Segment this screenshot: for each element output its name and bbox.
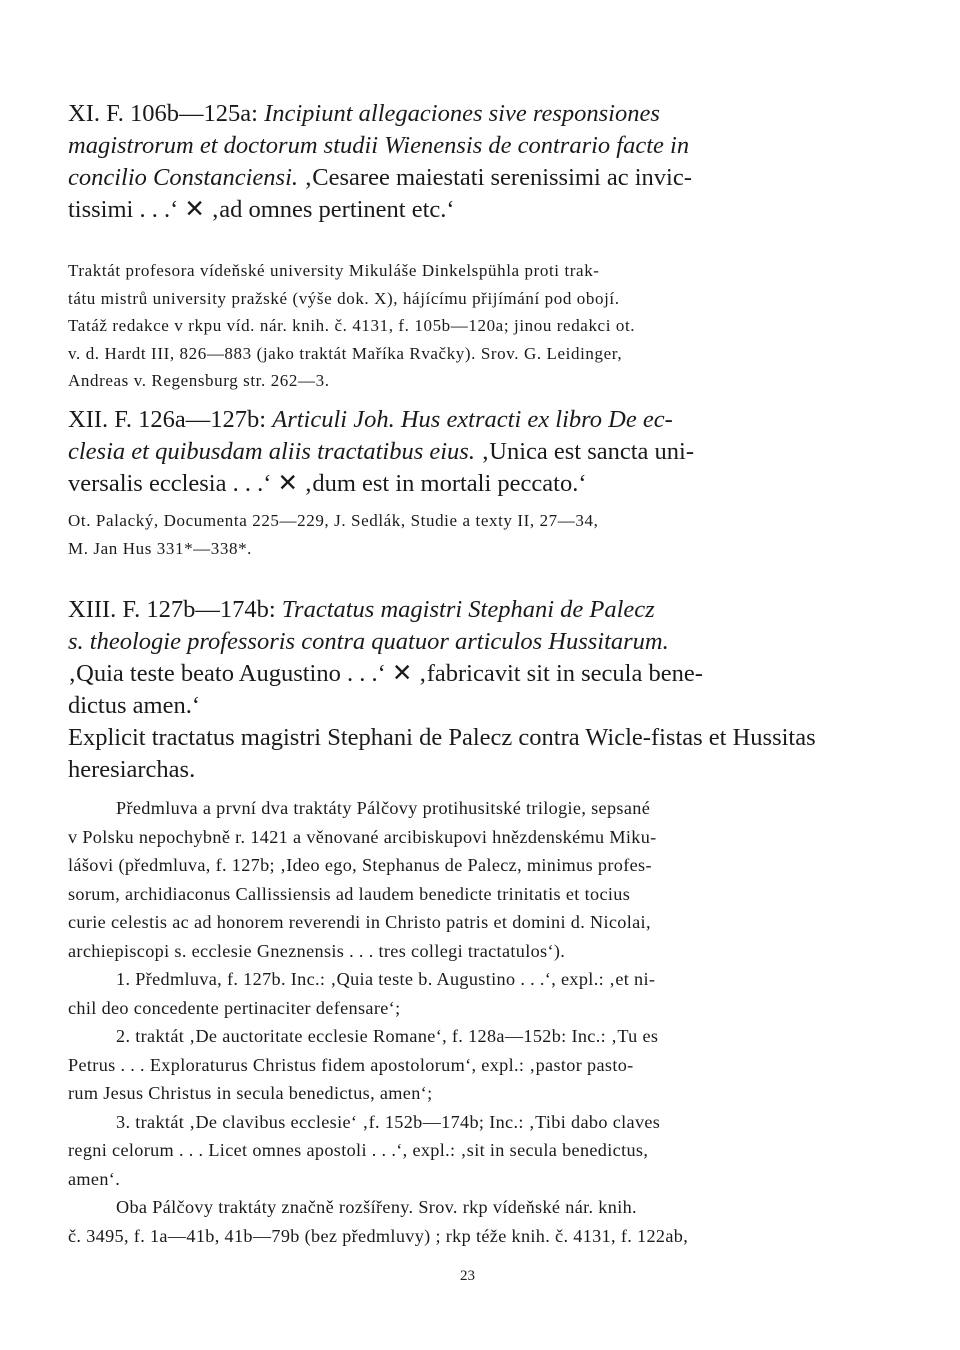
page-number: 23 — [460, 1268, 475, 1284]
text-line: XIII. F. 127b—174b: Tractatus magistri Stephani de Palecz — [68, 596, 655, 623]
body-line: regni celorum . . . Licet omnes apostoli . . .‘, expl.: ‚sit in secula benedictus, — [68, 1140, 649, 1160]
text-line: concilio Constanciensi. ‚Cesaree maiestati serenissimi ac invic- — [68, 164, 692, 191]
text-line: tátu mistrů university pražské (výše dok. X), hájícímu přijímání pod obojí. — [68, 288, 620, 308]
body-line: curie celestis ac ad honorem reverendi in Christo patris et domini d. Nicolai, — [68, 912, 651, 932]
text-line: v. d. Hardt III, 826—883 (jako traktát Maříka Rvačky). Srov. G. Leidinger, — [68, 343, 623, 363]
text-line: XI. F. 106b—125a: Incipiunt allegaciones sive responsiones — [68, 100, 660, 127]
body-line: chil deo concedente pertinaciter defensare‘; — [68, 997, 401, 1018]
body-line: sorum, archidiaconus Callissiensis ad laudem benedicte trinitatis et tocius — [68, 883, 631, 904]
text-line: tissimi . . .‘ ✕ ‚ad omnes pertinent etc.‘ — [68, 196, 455, 223]
body-line: Předmluva a první dva traktáty Pálčovy protihusitské trilogie, sepsané — [116, 798, 651, 818]
body-line: archiepiscopi s. ecclesie Gneznensis . . . tres collegi tractatulos‘). — [68, 940, 566, 961]
text-line: M. Jan Hus 331*—338*. — [68, 538, 253, 558]
text-line: ‚Quia teste beato Augustino . . .‘ ✕ ‚fabricavit sit in secula bene- — [68, 660, 703, 687]
body-line: Oba Pálčovy traktáty značně rozšířeny. Srov. rkp vídeňské nár. knih. — [116, 1197, 637, 1217]
text-line: Traktát profesora vídeňské university Mikuláše Dinkelspühla proti trak- — [68, 261, 600, 280]
section-xiii-explicit — [68, 722, 880, 786]
body-line: amen‘. — [68, 1168, 121, 1189]
text-line: dictus amen.‘ — [68, 692, 200, 719]
text-line: Explicit tractatus magistri Stephani de Palecz contra Wicle- — [68, 724, 651, 751]
section-xiii-heading — [68, 594, 880, 722]
body-line: 3. traktát ‚De clavibus ecclesie‘ ‚f. 152b—174b; Inc.: ‚Tibi dabo claves — [116, 1111, 661, 1132]
section-xii-note — [68, 507, 880, 562]
text-line: Ot. Palacký, Documenta 225—229, J. Sedlák, Studie a texty II, 27—34, — [68, 511, 599, 530]
text-line: versalis ecclesia . . .‘ ✕ ‚dum est in mortali peccato.‘ — [68, 470, 587, 497]
text-line: s. theologie professoris contra quatuor articulos Hussitarum. — [68, 628, 669, 655]
text-line: clesia et quibusdam aliis tractatibus eius. ‚Unica est sancta uni- — [68, 438, 695, 465]
text-line: XII. F. 126a—127b: Articuli Joh. Hus extracti ex libro De ec- — [68, 406, 673, 433]
body-line: 2. traktát ‚De auctoritate ecclesie Romane‘, f. 128a—152b: Inc.: ‚Tu es — [116, 1026, 659, 1046]
section-xiii-body — [68, 794, 880, 1250]
body-line: Petrus . . . Exploraturus Christus fidem apostolorum‘, expl.: ‚pastor pasto- — [68, 1054, 634, 1075]
text-line: Tatáž redakce v rkpu víd. nár. knih. č. 4131, f. 105b—120a; jinou redakci ot. — [68, 316, 636, 335]
section-xi-heading — [68, 98, 880, 226]
body-line: v Polsku nepochybně r. 1421 a věnované arcibiskupovi hnězdenskému Miku- — [68, 826, 657, 847]
text-line: fistas et Hussitas heresiarchas. — [68, 724, 816, 783]
body-line: lášovi (předmluva, f. 127b; ‚Ideo ego, Stephanus de Palecz, minimus profes- — [68, 855, 652, 875]
section-xii-heading — [68, 404, 880, 500]
text-line: Andreas v. Regensburg str. 262—3. — [68, 371, 330, 390]
body-line: 1. Předmluva, f. 127b. Inc.: ‚Quia teste b. Augustino . . .‘, expl.: ‚et ni- — [116, 969, 656, 989]
body-line: rum Jesus Christus in secula benedictus, amen‘; — [68, 1083, 433, 1103]
body-line: č. 3495, f. 1a—41b, 41b—79b (bez předmluvy) ; rkp téže knih. č. 4131, f. 122ab, — [68, 1225, 689, 1246]
section-xi-note — [68, 257, 880, 395]
text-line: magistrorum et doctorum studii Wienensis de contrario facte in — [68, 132, 690, 159]
